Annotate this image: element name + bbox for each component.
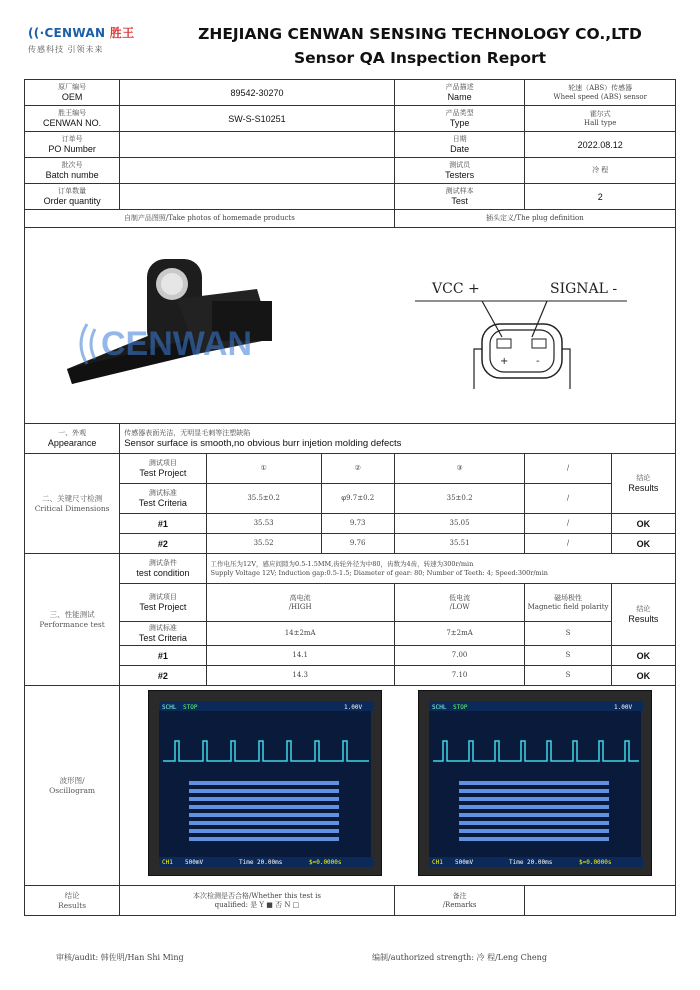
dim-result: OK [611, 534, 675, 554]
dim-col-4: / [525, 454, 611, 484]
qty-value [120, 184, 395, 210]
dim-col-1: ① [206, 454, 321, 484]
perf-value: S [525, 666, 611, 686]
audit-signature: 审核/audit: 韩佐明/Han Shi Ming [56, 953, 184, 962]
info-row-po [25, 132, 676, 158]
perf-result: OK [611, 646, 675, 666]
dim-project-label: 测试项目 Test Project [120, 454, 206, 484]
cenwan-no-value: SW-S-S10251 [120, 106, 395, 132]
results-row [25, 886, 676, 916]
scope-2-top-label: SCHL [432, 704, 447, 711]
watermark-text: CENWAN [101, 325, 253, 363]
company-name: ZHEJIANG CENWAN SENSING TECHNOLOGY CO.,LTD [198, 25, 642, 43]
scope-1-stop: STOP [183, 704, 198, 711]
dim-value: / [525, 514, 611, 534]
scope-1-data-block [189, 781, 339, 841]
perf-value: 7.10 [394, 666, 525, 686]
po-label: 订单号 PO Number [25, 132, 120, 158]
perf-result: OK [611, 666, 675, 686]
svg-text:CH1: CH1 [432, 859, 444, 866]
info-row-oem [25, 80, 676, 106]
perf-condition-text: 工作电压为12V，感应间隙为0.5-1.5MM,齿轮外径为中80，齿数为4齿，转速为300r/min Supply Voltage 12V; Induction gap:0.5-1.5; Diameter of gear: 80; Number of Teeth: 4; Speed:300r/min [206, 554, 675, 584]
cenwan-no-label: 胜王编号 CENWAN NO. [25, 106, 120, 132]
logo-signal-icon: ((· [28, 26, 45, 40]
pin-plus-label: + [500, 356, 509, 367]
perf-criteria-low: 7±2mA [394, 622, 525, 646]
dim-value: 35.53 [206, 514, 321, 534]
info-row-batch [25, 158, 676, 184]
dim-criteria-label: 测试标准 Test Criteria [120, 484, 206, 514]
perf-criteria-label: 测试标准 Test Criteria [120, 622, 206, 646]
perf-section-label: 三、性能测试 Performance test [25, 554, 120, 686]
perf-criteria-row [25, 622, 676, 646]
author-signature: 编制/authorized strength: 冷 程/Leng Cheng [372, 953, 547, 962]
perf-value: 7.00 [394, 646, 525, 666]
logo-text: CENWAN [44, 26, 106, 40]
scope-2-trace [433, 741, 639, 761]
logo-cn: 胜王 [109, 26, 135, 40]
report-title: Sensor QA Inspection Report [293, 49, 547, 67]
svg-text:Time 20.00ms: Time 20.00ms [239, 859, 283, 866]
dim-col-3: ③ [394, 454, 525, 484]
company-logo [28, 24, 158, 64]
photo-row [25, 228, 676, 424]
photo-caption-right: 插头定义/The plug definition [394, 210, 675, 228]
scope-1-trace [163, 741, 369, 761]
name-value: 轮速（ABS）传感器 Wheel speed (ABS) sensor [525, 80, 676, 106]
signal-label: SIGNAL - [550, 281, 618, 297]
results-text: 本次检测是否合格/Whether this test is qualified: 是 Y ■ 否 N □ [120, 886, 395, 916]
scope-2-display [429, 701, 643, 867]
dim-criteria-3: 35±0.2 [394, 484, 525, 514]
dim-sample-id: #1 [120, 514, 206, 534]
dim-project-row [25, 454, 676, 484]
vcc-label: VCC + [432, 281, 480, 297]
dim-value: 35.51 [394, 534, 525, 554]
perf-sample-id: #1 [120, 646, 206, 666]
po-value [120, 132, 395, 158]
dim-criteria-row [25, 484, 676, 514]
oem-label: 原厂编号 OEM [25, 80, 120, 106]
perf-condition-label: 测试条件 test condition [120, 554, 206, 584]
svg-text:500mV: 500mV [455, 859, 474, 866]
dim-results-label: 结论 Results [611, 454, 675, 514]
appearance-row [25, 424, 676, 454]
test-label: 测试样本 Test [394, 184, 525, 210]
dim-value: 9.76 [321, 534, 394, 554]
perf-value: 14.3 [206, 666, 394, 686]
perf-project-label: 测试项目 Test Project [120, 584, 206, 622]
testers-value: 冷 程 [525, 158, 676, 184]
dim-sample-row-1 [25, 514, 676, 534]
remarks-value [525, 886, 676, 916]
scope-1-top-label: SCHL [162, 704, 177, 711]
scope-1-value: 1.00V [344, 704, 363, 711]
logo-slogan: 传感科技 引领未来 [28, 45, 104, 54]
inspection-table [24, 79, 676, 916]
appearance-label: 一、外观 Appearance [25, 424, 120, 454]
connector-diagram [415, 281, 627, 389]
qty-label: 订单数量 Order quantity [25, 184, 120, 210]
perf-sample-id: #2 [120, 666, 206, 686]
oscilloscope-2 [418, 690, 652, 876]
info-row-cenwan [25, 106, 676, 132]
type-value: 霍尔式 Hall type [525, 106, 676, 132]
test-value: 2 [525, 184, 676, 210]
oscillogram-row [25, 686, 676, 886]
pin-minus-label: - [536, 356, 540, 367]
perf-condition-row [25, 554, 676, 584]
info-row-qty [25, 184, 676, 210]
perf-criteria-high: 14±2mA [206, 622, 394, 646]
perf-col-high: 高电流 /HIGH [206, 584, 394, 622]
oscilloscope-1 [148, 690, 382, 876]
photo-caption-row [25, 210, 676, 228]
batch-value [120, 158, 395, 184]
scope-2-stop: STOP [453, 704, 468, 711]
dim-value: 9.73 [321, 514, 394, 534]
perf-sample-row-2 [25, 666, 676, 686]
dim-value: 35.05 [394, 514, 525, 534]
type-label: 产品类型 Type [394, 106, 525, 132]
perf-col-low: 低电流 /LOW [394, 584, 525, 622]
perf-project-row [25, 584, 676, 622]
perf-value: S [525, 646, 611, 666]
dim-sample-id: #2 [120, 534, 206, 554]
results-label: 结论 Results [25, 886, 120, 916]
svg-text:500mV: 500mV [185, 859, 204, 866]
svg-text:Time 20.00ms: Time 20.00ms [509, 859, 553, 866]
scope-2-data-block [459, 781, 609, 841]
batch-label: 批次号 Batch numbe [25, 158, 120, 184]
perf-criteria-polarity: S [525, 622, 611, 646]
svg-text:$=0.0000s: $=0.0000s [309, 859, 342, 866]
photo-svg [27, 229, 673, 423]
perf-col-polarity: 磁场极性 Magnetic field polarity [525, 584, 611, 622]
photo-cell [25, 228, 676, 424]
dim-criteria-4: / [525, 484, 611, 514]
oscillogram-cell [120, 686, 676, 886]
name-label: 产品描述 Name [394, 80, 525, 106]
dim-criteria-2: φ9.7±0.2 [321, 484, 394, 514]
svg-text:$=0.0000s: $=0.0000s [579, 859, 612, 866]
date-value: 2022.08.12 [525, 132, 676, 158]
perf-value: 14.1 [206, 646, 394, 666]
report-header [24, 20, 676, 72]
testers-label: 测试员 Testers [394, 158, 525, 184]
dim-value: / [525, 534, 611, 554]
sensor-photo [67, 259, 272, 384]
oem-value: 89542-30270 [120, 80, 395, 106]
remarks-label: 备注 /Remarks [394, 886, 525, 916]
dim-section-label: 二、关键尺寸检测 Critical Dimensions [25, 454, 120, 554]
photo-caption-left: 自制产品图照/Take photos of homemade products [25, 210, 395, 228]
perf-sample-row-1 [25, 646, 676, 666]
perf-results-label: 结论 Results [611, 584, 675, 646]
scope-1-display [159, 701, 373, 867]
appearance-text: 传感器表面光洁，无明显毛刺等注塑缺陷 Sensor surface is smooth,no obvious burr injetion molding defects [120, 424, 676, 454]
dim-col-2: ② [321, 454, 394, 484]
dim-sample-row-2 [25, 534, 676, 554]
dim-criteria-1: 35.5±0.2 [206, 484, 321, 514]
watermark-logo [81, 324, 252, 364]
dim-result: OK [611, 514, 675, 534]
svg-text:CH1: CH1 [162, 859, 174, 866]
scope-2-value: 1.00V [614, 704, 633, 711]
dim-value: 35.52 [206, 534, 321, 554]
date-label: 日期 Date [394, 132, 525, 158]
oscillogram-label: 波形图/ Oscillogram [25, 686, 120, 886]
